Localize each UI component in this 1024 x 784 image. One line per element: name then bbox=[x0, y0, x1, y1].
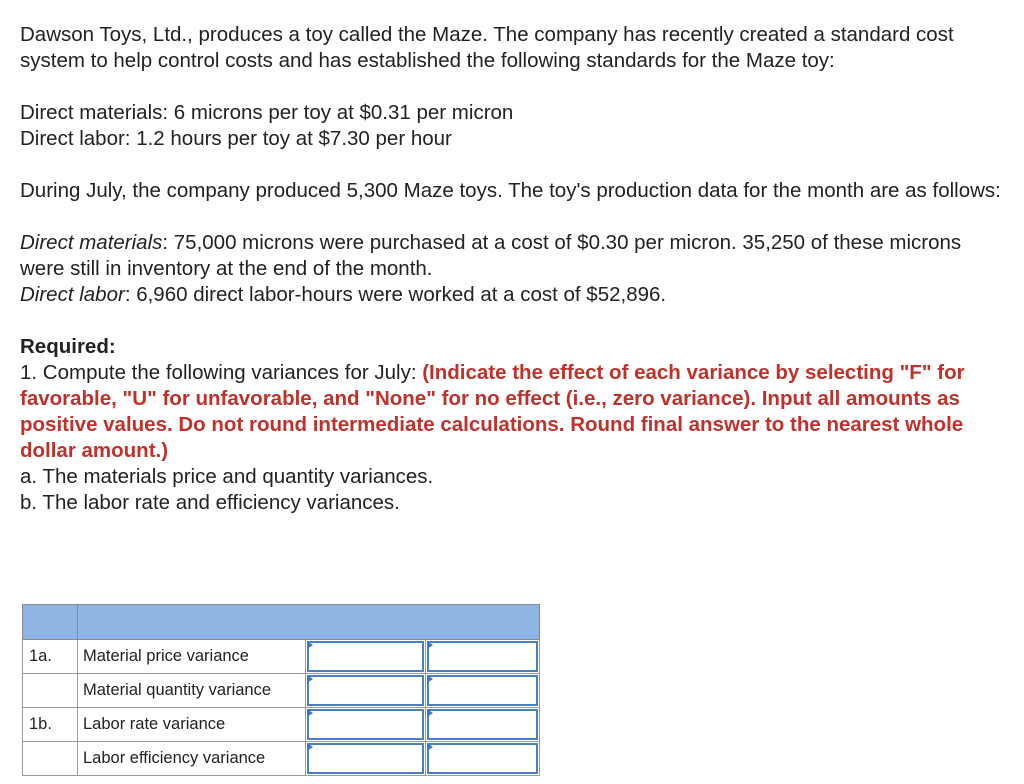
labor-label: Direct labor bbox=[20, 283, 125, 306]
standard-materials: Direct materials: 6 microns per toy at $0.31 per micron bbox=[20, 101, 514, 124]
materials-data bbox=[20, 230, 1010, 282]
labor-data bbox=[20, 282, 1010, 308]
table-row bbox=[23, 640, 540, 674]
row-label: Material price variance bbox=[78, 640, 306, 674]
problem-content bbox=[20, 22, 1010, 516]
dropdown-marker-icon bbox=[427, 709, 433, 717]
row-label: Labor rate variance bbox=[78, 708, 306, 742]
labor-efficiency-amount-input[interactable] bbox=[307, 743, 424, 774]
row-number: 1a. bbox=[23, 640, 78, 674]
table-row bbox=[23, 708, 540, 742]
part-a: a. The materials price and quantity variances. bbox=[20, 465, 434, 488]
header-cell-num bbox=[23, 605, 78, 640]
question-1-text: 1. Compute the following variances for July: bbox=[20, 361, 423, 384]
dropdown-marker-icon bbox=[427, 743, 433, 751]
row-number: 1b. bbox=[23, 708, 78, 742]
input-marker-icon bbox=[307, 675, 313, 683]
row-number bbox=[23, 674, 78, 708]
materials-label: Direct materials bbox=[20, 231, 163, 254]
input-marker-icon bbox=[307, 641, 313, 649]
part-b: b. The labor rate and efficiency variances. bbox=[20, 491, 400, 514]
table-row bbox=[23, 742, 540, 776]
standard-labor: Direct labor: 1.2 hours per toy at $7.30 per hour bbox=[20, 127, 452, 150]
labor-rate-effect-select[interactable] bbox=[427, 709, 538, 740]
amount-cell bbox=[306, 742, 426, 776]
amount-cell bbox=[306, 674, 426, 708]
row-label: Material quantity variance bbox=[78, 674, 306, 708]
amount-cell bbox=[306, 708, 426, 742]
labor-detail: : 6,960 direct labor-hours were worked at a cost of $52,896. bbox=[124, 283, 667, 306]
dropdown-marker-icon bbox=[427, 675, 433, 683]
amount-cell bbox=[306, 640, 426, 674]
table-row bbox=[23, 674, 540, 708]
effect-cell bbox=[426, 742, 540, 776]
material-quantity-effect-select[interactable] bbox=[427, 675, 538, 706]
effect-cell bbox=[426, 640, 540, 674]
material-price-amount-input[interactable] bbox=[307, 641, 424, 672]
row-label: Labor efficiency variance bbox=[78, 742, 306, 776]
effect-cell bbox=[426, 674, 540, 708]
question-1-instruction: (Indicate the effect of each variance by selecting "F" for favorable, "U" for unfavorable, and "None" for no effect (i.e., zero variance). Input all amounts as positive values. Do not round intermediate calculations. Round final answer to the nearest whole dollar amount.) bbox=[20, 361, 965, 462]
labor-rate-amount-input[interactable] bbox=[307, 709, 424, 740]
answer-table bbox=[22, 604, 540, 776]
labor-efficiency-effect-select[interactable] bbox=[427, 743, 538, 774]
dropdown-marker-icon bbox=[427, 641, 433, 649]
production-text: During July, the company produced 5,300 Maze toys. The toy's production data for the month are as follows: bbox=[20, 179, 1001, 202]
problem-intro: Dawson Toys, Ltd., produces a toy called the Maze. The company has recently created a standard cost system to help control costs and has established the following standards for the Maze toy: bbox=[20, 23, 954, 72]
materials-detail: : 75,000 microns were purchased at a cost of $0.30 per micron. 35,250 of these microns were still in inventory at the end of the month. bbox=[20, 231, 962, 280]
question-1 bbox=[20, 360, 1010, 464]
input-marker-icon bbox=[307, 709, 313, 717]
material-price-effect-select[interactable] bbox=[427, 641, 538, 672]
effect-cell bbox=[426, 708, 540, 742]
row-number bbox=[23, 742, 78, 776]
answer-table-header bbox=[23, 605, 540, 640]
input-marker-icon bbox=[307, 743, 313, 751]
header-cell-main bbox=[78, 605, 540, 640]
required-heading: Required: bbox=[20, 335, 116, 358]
material-quantity-amount-input[interactable] bbox=[307, 675, 424, 706]
